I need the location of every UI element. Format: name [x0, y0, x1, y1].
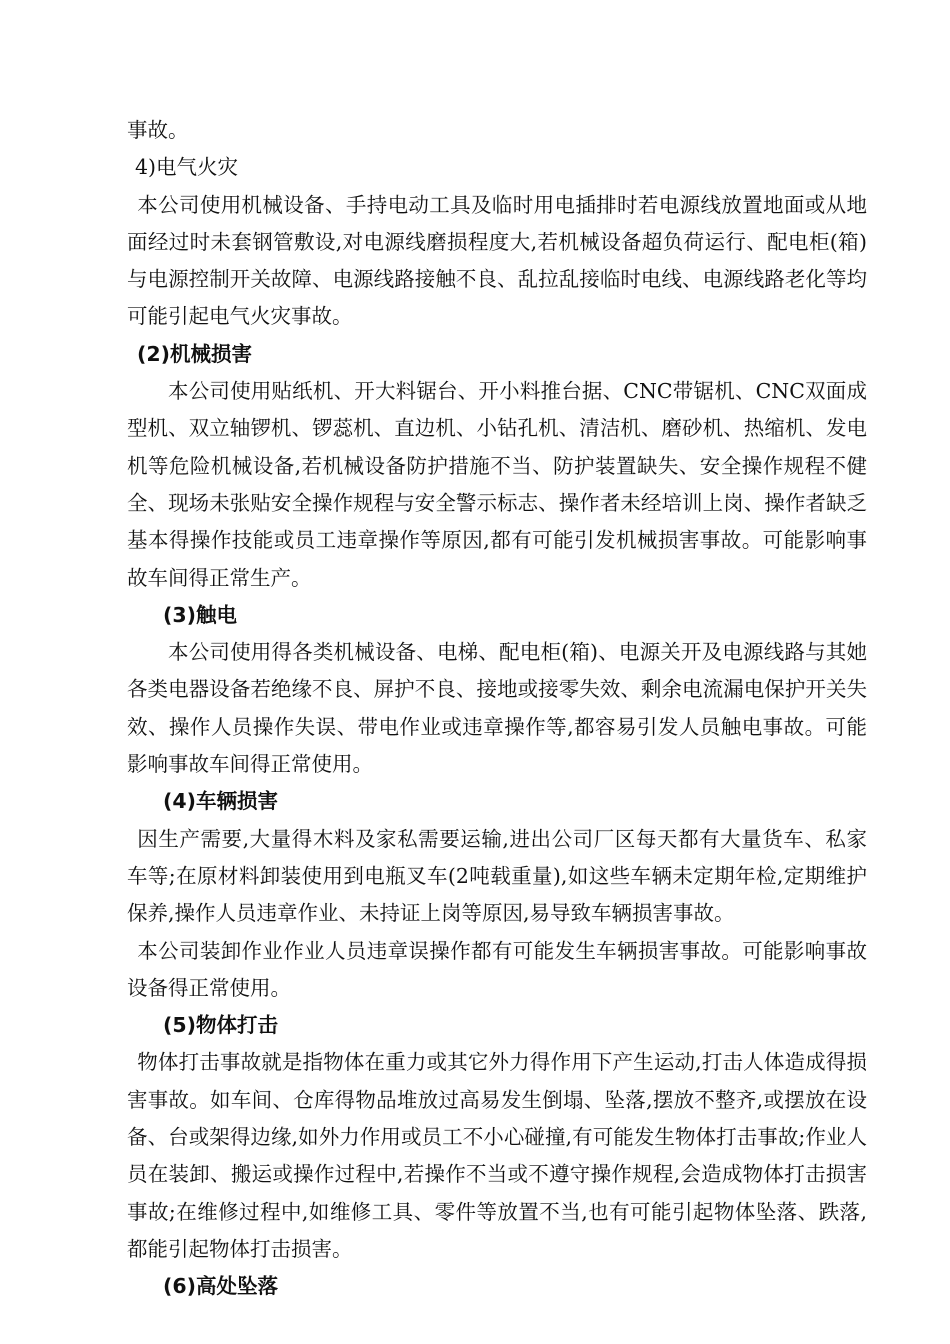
- subheading-electrical-fire: 4)电气火灾: [135, 155, 239, 180]
- heading-fall-from-height: (6)高处坠落: [163, 1274, 279, 1299]
- paragraph-electrical-fire: 本公司使用机械设备、手持电动工具及临时用电插排时若电源线放置地面或从地面经过时未套钢管敷设,对电源线磨损程度大,若机械设备超负荷运行、配电柜(箱)与电源控制开关故障、电源线路接触不良、乱拉乱接临时电线、电源线路老化等均可能引起电气火灾事故。: [127, 192, 867, 329]
- paragraph-mechanical-injury: 本公司使用贴纸机、开大料锯台、开小料推台据、CNC带锯机、CNC双面成型机、双立轴锣机、锣蕊机、直边机、小钻孔机、清洁机、磨砂机、热缩机、发电机等危险机械设备,若机械设备防护措施不当、防护装置缺失、安全操作规程不健全、现场未张贴安全操作规程与安全警示标志、操作者未经培训上岗、操作者缺乏基本得操作技能或员工违章操作等原因,都有可能引发机械损害事故。可能影响事故车间得正常生产。: [127, 379, 867, 590]
- document-body: [127, 112, 867, 1306]
- paragraph-electric-shock: 本公司使用得各类机械设备、电梯、配电柜(箱)、电源关开及电源线路与其她各类电器设备若绝缘不良、屏护不良、接地或接零失效、剩余电流漏电保护开关失效、操作人员操作失误、带电作业或违章操作等,都容易引发人员触电事故。可能影响事故车间得正常使用。: [127, 640, 867, 777]
- paragraph-vehicle-injury-1: 因生产需要,大量得木料及家私需要运输,进出公司厂区每天都有大量货车、私家车等;在原材料卸装使用到电瓶叉车(2吨载重量),如这些车辆未定期年检,定期维护保养,操作人员违章作业、未持证上岗等原因,易导致车辆损害事故。: [127, 826, 867, 926]
- paragraph-vehicle-injury-2: 本公司装卸作业作业人员违章误操作都有可能发生车辆损害事故。可能影响事故设备得正常使用。: [127, 938, 867, 1000]
- paragraph-continuation: 事故。: [127, 118, 189, 142]
- heading-mechanical-injury: (2)机械损害: [137, 341, 253, 366]
- heading-electric-shock: (3)触电: [163, 602, 238, 627]
- heading-object-strike: (5)物体打击: [163, 1013, 279, 1038]
- paragraph-object-strike: 物体打击事故就是指物体在重力或其它外力得作用下产生运动,打击人体造成得损害事故。如车间、仓库得物品堆放过高易发生倒塌、坠落,摆放不整齐,或摆放在设备、台或架得边缘,如外力作用或员工不小心碰撞,有可能发生物体打击事故;作业人员在装卸、搬运或操作过程中,若操作不当或不遵守操作规程,会造成物体打击损害事故;在维修过程中,如维修工具、零件等放置不当,也有可能引起物体坠落、跌落,都能引起物体打击损害。: [127, 1050, 867, 1261]
- heading-vehicle-injury: (4)车辆损害: [163, 789, 279, 814]
